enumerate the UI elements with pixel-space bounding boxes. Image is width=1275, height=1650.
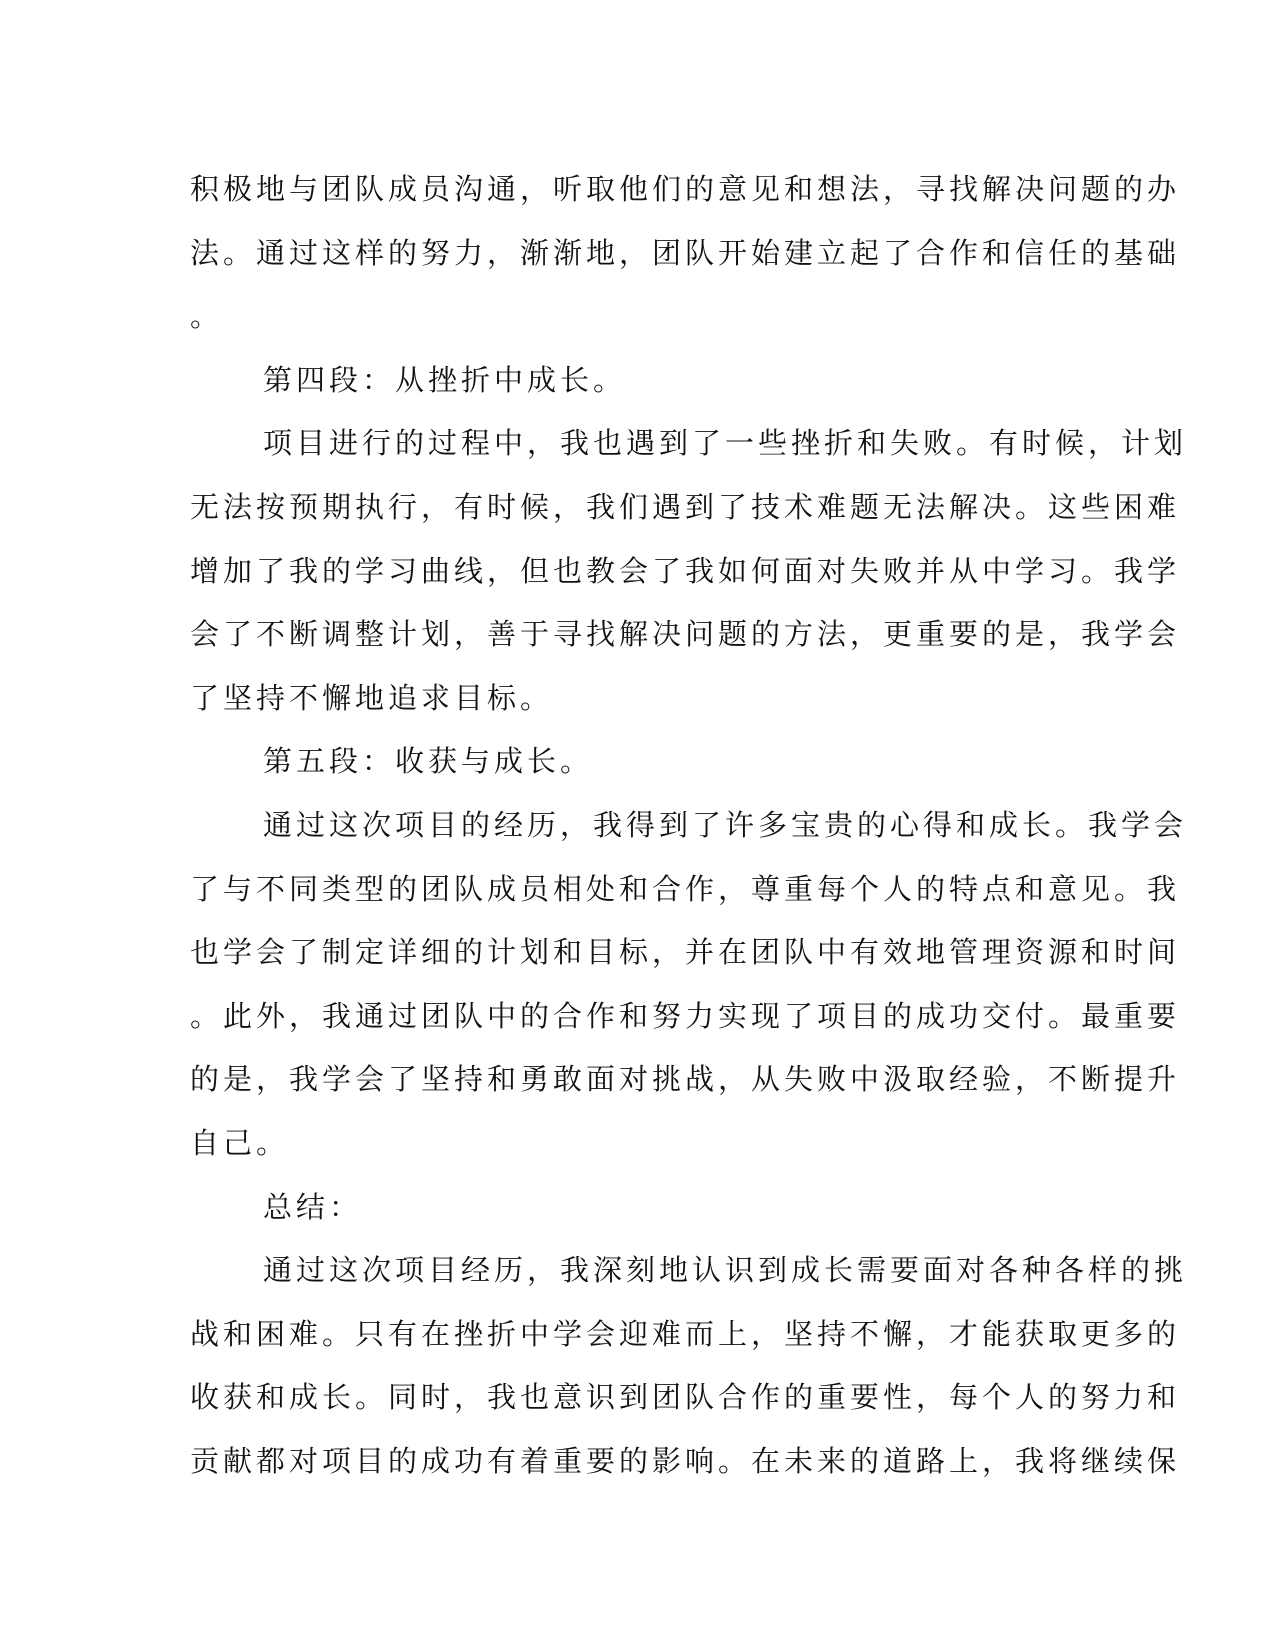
text-line: 通过这次项目的经历，我得到了许多宝贵的心得和成长。我学会 [263, 807, 1188, 842]
section-heading: 总结： [263, 1189, 363, 1224]
text-line: 收获和成长。同时，我也意识到团队合作的重要性，每个人的努力和 [190, 1380, 1181, 1415]
text-line: 也学会了制定详细的计划和目标，并在团队中有效地管理资源和时间 [190, 935, 1181, 970]
body-text [190, 158, 1188, 1493]
text-line: 贡献都对项目的成功有着重要的影响。在未来的道路上，我将继续保 [190, 1443, 1181, 1478]
text-line: 。 [190, 299, 224, 334]
text-line: 了坚持不懈地追求目标。 [190, 680, 554, 715]
text-line: 无法按预期执行，有时候，我们遇到了技术难题无法解决。这些困难 [190, 489, 1181, 524]
text-line: 积极地与团队成员沟通，听取他们的意见和想法，寻找解决问题的办 [190, 172, 1181, 206]
text-line: 会了不断调整计划，善于寻找解决问题的方法，更重要的是，我学会 [190, 617, 1181, 652]
text-line: 自己。 [190, 1125, 290, 1160]
section-heading: 第四段：从挫折中成长。 [263, 362, 627, 397]
text-line: 战和困难。只有在挫折中学会迎难而上，坚持不懈，才能获取更多的 [190, 1316, 1181, 1351]
text-line: 。此外，我通过团队中的合作和努力实现了项目的成功交付。最重要 [190, 998, 1181, 1033]
text-line: 通过这次项目经历，我深刻地认识到成长需要面对各种各样的挑 [263, 1253, 1188, 1288]
text-line: 的是，我学会了坚持和勇敢面对挑战，从失败中汲取经验，不断提升 [190, 1062, 1181, 1097]
section-heading: 第五段：收获与成长。 [263, 744, 594, 779]
text-line: 了与不同类型的团队成员相处和合作，尊重每个人的特点和意见。我 [190, 871, 1181, 906]
text-line: 项目进行的过程中，我也遇到了一些挫折和失败。有时候，计划 [263, 426, 1188, 461]
text-line: 法。通过这样的努力，渐渐地，团队开始建立起了合作和信任的基础 [190, 235, 1181, 270]
text-line: 增加了我的学习曲线，但也教会了我如何面对失败并从中学习。我学 [190, 553, 1181, 588]
